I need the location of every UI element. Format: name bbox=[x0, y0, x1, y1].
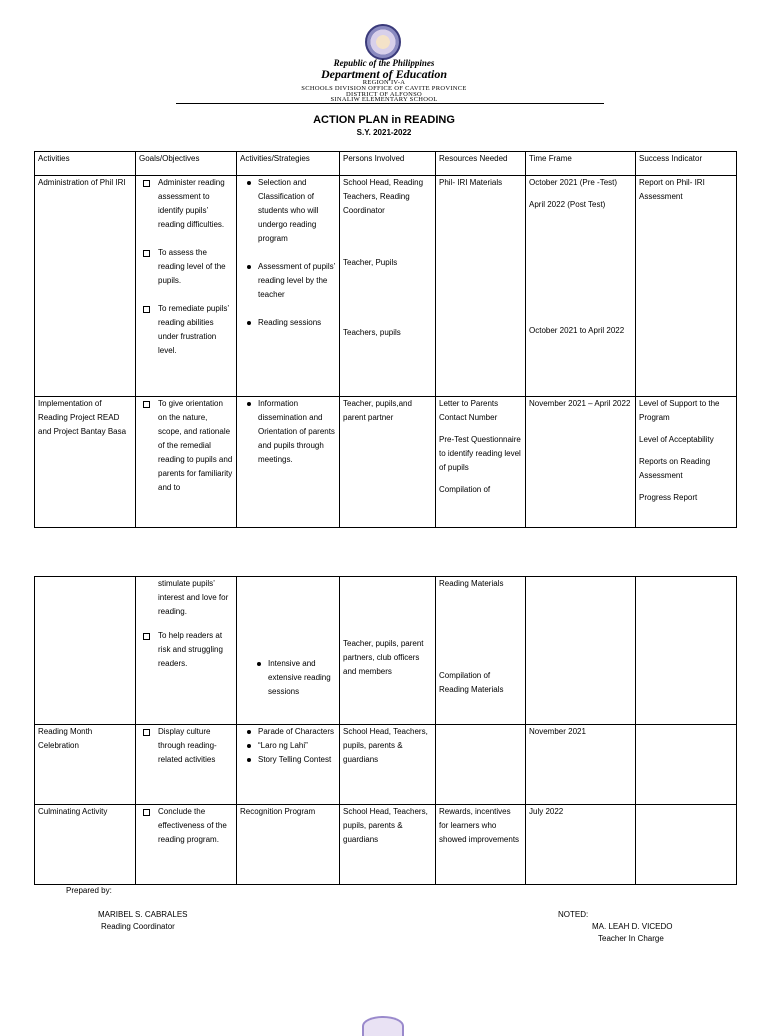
strategy-item: Information dissemination and Orientation of parents and pupils through meetings. bbox=[244, 397, 336, 467]
col-header: Resources Needed bbox=[436, 152, 526, 176]
resources-cell: Compilation of bbox=[439, 485, 491, 494]
persons-cell: Teacher, Pupils bbox=[343, 258, 398, 267]
strategy-item: Parade of Characters bbox=[244, 725, 336, 739]
prepared-by-label: Prepared by: bbox=[66, 886, 112, 895]
indicator-cell: Level of Acceptability bbox=[639, 435, 714, 444]
goal-continued: stimulate pupils’ interest and love for reading. bbox=[158, 579, 229, 616]
strategy-item: Intensive and extensive reading sessions bbox=[254, 657, 336, 699]
timeframe-cell: April 2022 (Post Test) bbox=[529, 200, 606, 209]
persons-cell: School Head, Teachers, pupils, parents & guardians bbox=[343, 727, 428, 764]
department-line: Department of Education bbox=[320, 67, 447, 81]
school-year: S.Y. 2021-2022 bbox=[356, 128, 412, 137]
table-row bbox=[35, 176, 737, 397]
noted-role: Teacher In Charge bbox=[598, 934, 664, 943]
persons-cell: Teacher, pupils,and parent partner bbox=[343, 399, 412, 422]
resources-cell: Reading Materials bbox=[439, 579, 504, 588]
table-row bbox=[35, 805, 737, 885]
page-title: ACTION PLAN in READING bbox=[313, 114, 455, 126]
strategy-item: Story Telling Contest bbox=[244, 753, 336, 767]
district-line: DISTRICT OF ALFONSO bbox=[345, 91, 422, 98]
persons-cell: Teacher, pupils, parent partners, club officers and members bbox=[343, 639, 424, 676]
resources-cell: Phil- IRI Materials bbox=[439, 178, 503, 187]
persons-cell: School Head, Reading Teachers, Reading Coordinator bbox=[343, 178, 424, 215]
activity-cell: Implementation of Reading Project READ and Project Bantay Basa bbox=[38, 399, 127, 436]
col-header: Time Frame bbox=[526, 152, 636, 176]
goal-item: To help readers at risk and struggling readers. bbox=[143, 629, 233, 671]
col-header: Activities bbox=[35, 152, 136, 176]
activity-cell: Reading Month Celebration bbox=[38, 727, 93, 750]
goal-item: To give orientation on the nature, scope, and rationale of the remedial reading to pupils and parents for familiarity and to bbox=[143, 397, 233, 495]
strategy-item: “Laro ng Lahi” bbox=[244, 739, 336, 753]
activity-cell: Administration of Phil IRI bbox=[38, 178, 126, 187]
prepared-role: Reading Coordinator bbox=[101, 922, 175, 931]
prepared-name: MARIBEL S. CABRALES bbox=[98, 910, 188, 919]
division-line: SCHOOLS DIVISION OFFICE OF CAVITE PROVINCE bbox=[301, 85, 467, 92]
timeframe-cell: October 2021 to April 2022 bbox=[529, 326, 625, 335]
goal-item: To assess the reading level of the pupils. bbox=[143, 246, 233, 288]
table-row bbox=[35, 725, 737, 805]
col-header: Persons Involved bbox=[340, 152, 436, 176]
strategy-item: Reading sessions bbox=[244, 316, 336, 330]
resources-cell: Letter to Parents Contact Number bbox=[439, 399, 499, 422]
timeframe-cell: October 2021 (Pre -Test) bbox=[529, 178, 618, 187]
indicator-cell: Progress Report bbox=[639, 493, 698, 502]
goal-item: Display culture through reading-related activities bbox=[143, 725, 233, 767]
goal-item: To remediate pupils’ reading abilities under frustration level. bbox=[143, 302, 233, 358]
resources-cell: Compilation of Reading Materials bbox=[439, 671, 504, 694]
action-plan-table-page2 bbox=[34, 576, 737, 885]
resources-cell: Pre-Test Questionnaire to identify reading level of pupils bbox=[439, 435, 521, 472]
indicator-cell: Reports on Reading Assessment bbox=[639, 457, 711, 480]
indicator-cell: Report on Phil- IRI Assessment bbox=[639, 178, 705, 201]
col-header: Success Indicator bbox=[636, 152, 737, 176]
header-rule bbox=[176, 103, 604, 104]
strategy-item: Assessment of pupils’ reading level by the teacher bbox=[244, 260, 336, 302]
table-row bbox=[35, 577, 737, 725]
action-plan-table-page1 bbox=[34, 151, 737, 528]
col-header: Goals/Objectives bbox=[136, 152, 237, 176]
noted-name: MA. LEAH D. VICEDO bbox=[592, 922, 673, 931]
persons-cell: Teachers, pupils bbox=[343, 328, 401, 337]
strategy-cell: Recognition Program bbox=[240, 807, 316, 816]
col-header: Activities/Strategies bbox=[237, 152, 340, 176]
deped-seal-icon bbox=[362, 1016, 404, 1036]
table-row bbox=[35, 397, 737, 528]
resources-cell: Rewards, incentives for learners who showed improvements bbox=[439, 807, 520, 844]
timeframe-cell: November 2021 – April 2022 bbox=[529, 399, 631, 408]
activity-cell: Culminating Activity bbox=[38, 807, 108, 816]
noted-label: NOTED: bbox=[558, 910, 589, 919]
timeframe-cell: November 2021 bbox=[529, 727, 586, 736]
goal-item: Administer reading assessment to identify pupils’ reading difficulties. bbox=[143, 176, 233, 232]
goal-item: Conclude the effectiveness of the reading program. bbox=[143, 805, 233, 847]
table-header-row bbox=[35, 152, 737, 176]
deped-seal-icon bbox=[365, 24, 401, 60]
school-line: SINALIW ELEMENTARY SCHOOL bbox=[330, 96, 438, 103]
persons-cell: School Head, Teachers, pupils, parents & guardians bbox=[343, 807, 428, 844]
region-line: REGION IV-A bbox=[362, 79, 406, 86]
timeframe-cell: July 2022 bbox=[529, 807, 564, 816]
indicator-cell: Level of Support to the Program bbox=[639, 399, 720, 422]
strategy-item: Selection and Classification of students who will undergo reading program bbox=[244, 176, 336, 246]
republic-line: Republic of the Philippines bbox=[333, 58, 435, 68]
